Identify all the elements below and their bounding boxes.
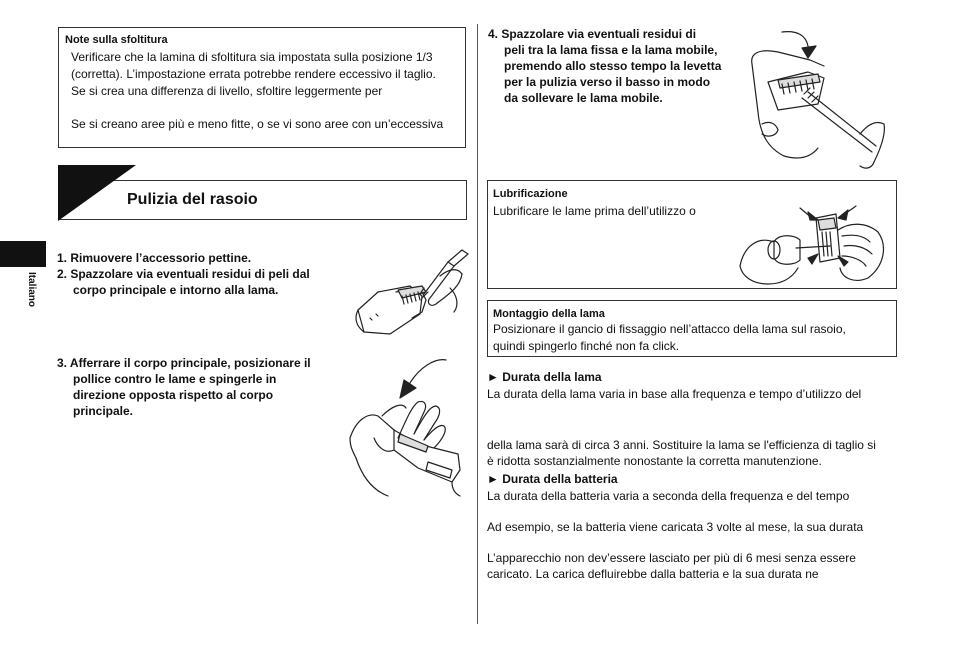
step-4-line-5: da sollevare le lama mobile. <box>504 91 663 105</box>
language-tab <box>0 241 46 267</box>
lubrication-illustration <box>738 206 890 286</box>
blade-life-line-1: La durata della lama varia in base alla frequenza e tempo d’utilizzo del <box>487 387 862 401</box>
step-3-line-2: pollice contro le lame e spingerle in <box>73 372 277 386</box>
column-divider <box>477 24 478 624</box>
step-4 <box>488 26 721 106</box>
step-4-line-3: premendo allo stesso tempo la levetta <box>504 59 722 73</box>
step-4-line-4: per la pulizia verso il basso in modo <box>504 75 711 89</box>
blade-assembly-box <box>487 300 897 357</box>
battery-life-line-3: L’apparecchio non dev’essere lasciato per più di 6 mesi senza essere <box>487 551 856 565</box>
note-title: Note sulla sfoltitura <box>65 34 168 46</box>
note-line-4: Se si creano aree più e meno fitte, o se vi sono aree con un’eccessiva <box>71 117 444 131</box>
step-1-line-1: 1. Rimuovere l’accessorio pettine. <box>57 251 252 265</box>
step-4-line-1: 4. Spazzolare via eventuali residui di <box>488 27 697 41</box>
blade-life-line-3: è ridotta sostanzialmente nonostante la corretta manutenzione. <box>487 454 822 468</box>
blade-life-heading: ► Durata della lama <box>487 370 602 384</box>
step-2 <box>57 266 310 298</box>
battery-life-line-1: La durata della batteria varia a seconda della frequenza e del tempo <box>487 489 850 503</box>
section-title: Pulizia del rasoio <box>127 191 258 208</box>
language-label: Italiano <box>26 272 37 308</box>
battery-life-line-4: caricato. La carica defluirebbe dalla batteria e la sua durata ne <box>487 567 819 581</box>
step-2-line-1: 2. Spazzolare via eventuali residui di peli dal <box>57 267 310 281</box>
lubrication-line-1: Lubrificare le lame prima dell’utilizzo o <box>493 204 696 218</box>
assembly-title: Montaggio della lama <box>493 308 605 320</box>
section-corner-triangle <box>58 165 136 221</box>
step-3-line-4: principale. <box>73 404 134 418</box>
lubrication-title: Lubrificazione <box>493 188 568 200</box>
step-2-line-2: corpo principale e intorno alla lama. <box>73 283 279 297</box>
step-1 <box>57 250 251 266</box>
note-line-3: Se si crea una differenza di livello, sfoltire leggermente per <box>71 84 383 98</box>
assembly-line-2: quindi spingerlo finché non fa click. <box>493 339 680 353</box>
battery-life-line-2: Ad esempio, se la batteria viene caricata 3 volte al mese, la sua durata <box>487 520 864 534</box>
blade-life-line-2: della lama sarà di circa 3 anni. Sostituire la lama se l'efficienza di taglio si <box>487 438 876 452</box>
note-line-2: (corretta). L’impostazione errata potrebbe rendere eccessivo il taglio. <box>71 67 436 81</box>
trimming-note-box <box>58 27 466 148</box>
step-4-line-2: peli tra la lama fissa e la lama mobile, <box>504 43 718 57</box>
step-3 <box>57 355 311 419</box>
lever-brush-illustration <box>748 24 888 174</box>
note-line-1: Verificare che la lamina di sfoltitura sia impostata sulla posizione 1/3 <box>71 50 433 64</box>
step-3-line-1: 3. Afferrare il corpo principale, posizionare il <box>57 356 311 370</box>
assembly-line-1: Posizionare il gancio di fissaggio nell’attacco della lama sul rasoio, <box>493 322 846 336</box>
battery-life-heading: ► Durata della batteria <box>487 472 618 486</box>
push-blade-illustration <box>348 350 470 500</box>
brush-cleaning-illustration <box>350 248 470 344</box>
step-3-line-3: direzione opposta rispetto al corpo <box>73 388 274 402</box>
